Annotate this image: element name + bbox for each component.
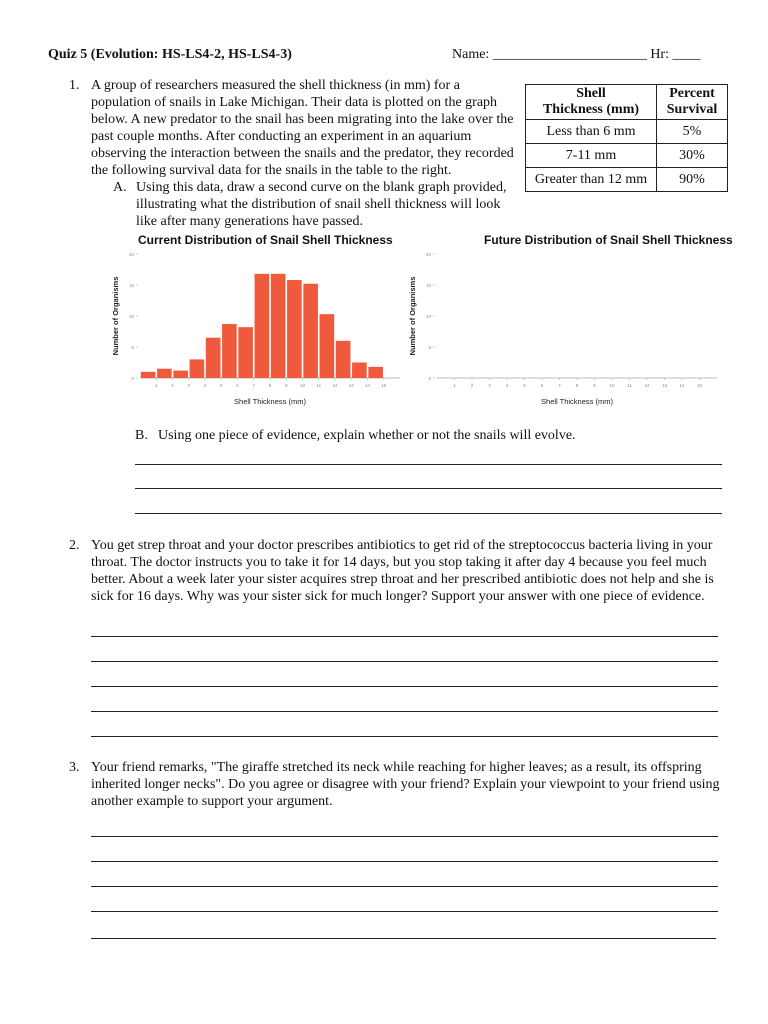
q2-text: [91, 537, 731, 605]
bar: [271, 274, 286, 378]
x-tick-label: 5: [523, 383, 526, 388]
x-tick-label: 6: [540, 383, 544, 388]
header-line: Survival: [666, 102, 718, 117]
header-line: Shell: [576, 86, 606, 101]
header-line: Thickness (mm): [542, 102, 640, 117]
x-axis-label: Shell Thickness (mm): [541, 397, 613, 406]
bar: [303, 284, 318, 378]
answer-line[interactable]: [135, 464, 722, 465]
bar: [206, 338, 221, 378]
table-cell: 7-11 mm: [526, 144, 657, 168]
bar: [368, 367, 383, 378]
q1a-line: like after many generations have passed.: [136, 214, 364, 229]
x-tick-label: 10: [299, 383, 306, 388]
q2-line: sick for 16 days. Why was your sister sick for much longer? Support your answer with one piece of evidence.: [91, 589, 705, 604]
y-tick-label: 20: [425, 252, 431, 257]
q1a-line: illustrating what the distribution of snail shell thickness will look: [136, 197, 501, 212]
bar: [255, 274, 270, 378]
x-tick-label: 5: [219, 383, 223, 388]
bar: [141, 372, 156, 378]
bar: [336, 341, 351, 378]
header-shell-thickness: [526, 85, 657, 120]
q2-line: throat. The doctor instructs you to take it for 14 days, but you stop taking it after day 4 because you feel much: [91, 555, 707, 570]
y-tick-label: 15: [128, 283, 134, 288]
answer-line[interactable]: [91, 661, 718, 662]
table-cell: 30%: [657, 144, 728, 168]
x-tick-label: 15: [696, 383, 703, 388]
future-distribution-chart[interactable]: [405, 250, 723, 410]
table-cell: Greater than 12 mm: [526, 168, 657, 192]
chart-current-title: Current Distribution of Snail Shell Thickness: [138, 233, 393, 247]
answer-line[interactable]: [91, 711, 718, 712]
table-row: [526, 120, 728, 144]
q1-line: below. A new predator to the snail has been migrating into the lake over the: [91, 112, 514, 127]
x-tick-label: 12: [332, 383, 338, 388]
y-tick-label: 0: [428, 376, 431, 381]
q1b-label: B.: [135, 428, 148, 443]
x-tick-label: 1: [154, 383, 158, 388]
y-tick-label: 10: [425, 314, 431, 319]
q1-line: population of snails in Lake Michigan. Their data is plotted on the graph: [91, 95, 498, 110]
q1-line: past couple months. After conducting an experiment in an aquarium: [91, 129, 472, 144]
x-tick-label: 1: [453, 383, 456, 388]
x-tick-label: 8: [268, 383, 272, 388]
x-tick-label: 10: [609, 383, 615, 388]
x-tick-label: 13: [661, 383, 668, 388]
table-cell: 90%: [657, 168, 728, 192]
table-cell: Less than 6 mm: [526, 120, 657, 144]
q3-text: [91, 759, 731, 810]
x-tick-label: 4: [203, 383, 207, 388]
q1a-line: Using this data, draw a second curve on the blank graph provided,: [136, 180, 507, 195]
y-axis-label: Number of Organisms: [111, 276, 120, 356]
q1-line: A group of researchers measured the shell thickness (in mm) for a: [91, 78, 460, 93]
x-tick-label: 12: [644, 383, 650, 388]
answer-line[interactable]: [91, 938, 716, 939]
q2-number: 2.: [69, 538, 80, 553]
answer-line[interactable]: [135, 488, 722, 489]
y-tick-label: 20: [128, 252, 134, 257]
x-tick-label: 6: [236, 383, 239, 388]
header-percent-survival: [657, 85, 728, 120]
q3-line: inherited longer necks". Do you agree or disagree with your friend? Explain your viewpoint to your friend using: [91, 777, 720, 792]
answer-line[interactable]: [91, 636, 718, 637]
q2-line: better. About a week later your sister acquires strep throat and her prescribed antibiotic does not help and she is: [91, 572, 714, 587]
bar: [173, 371, 188, 378]
bar: [287, 280, 302, 378]
current-distribution-chart: [110, 250, 410, 410]
q3-line: another example to support your argument.: [91, 794, 333, 809]
bar: [157, 369, 172, 378]
chart-future-title: Future Distribution of Snail Shell Thickness: [484, 233, 733, 247]
bar: [190, 359, 205, 378]
q1-text: [91, 77, 521, 179]
q1a-label: A.: [113, 180, 127, 195]
x-tick-label: 15: [381, 383, 387, 388]
answer-line[interactable]: [91, 911, 718, 912]
q3-line: Your friend remarks, "The giraffe stretched its neck while reaching for higher leaves; as a result, its offspring: [91, 760, 702, 775]
x-tick-label: 13: [348, 383, 354, 388]
y-tick-label: 5: [428, 345, 431, 350]
q1a-text: [136, 179, 516, 230]
header-line: Percent: [669, 86, 715, 101]
bar: [352, 363, 367, 379]
q1-number: 1.: [69, 78, 80, 93]
x-tick-label: 11: [627, 383, 632, 388]
x-tick-label: 7: [252, 383, 256, 388]
answer-line[interactable]: [91, 836, 718, 837]
name-hour-field[interactable]: Name: ______________________ Hr: ____: [452, 47, 701, 62]
x-axis-label: Shell Thickness (mm): [234, 397, 306, 406]
q2-line: You get strep throat and your doctor prescribes antibiotics to get rid of the streptococcus bacteria living in your: [91, 538, 713, 553]
answer-line[interactable]: [91, 861, 718, 862]
x-tick-label: 9: [284, 383, 288, 388]
x-tick-label: 3: [488, 383, 491, 388]
table-row: [526, 144, 728, 168]
x-tick-label: 3: [187, 383, 191, 388]
x-tick-label: 8: [575, 383, 579, 388]
quiz-title: Quiz 5 (Evolution: HS-LS4-2, HS-LS4-3): [48, 47, 292, 62]
x-tick-label: 2: [470, 383, 474, 388]
table-row: [526, 168, 728, 192]
bar: [222, 324, 237, 378]
survival-table: [525, 84, 728, 192]
y-axis-label: Number of Organisms: [408, 276, 417, 356]
q3-number: 3.: [69, 760, 80, 775]
x-tick-label: 11: [316, 383, 322, 388]
answer-line[interactable]: [91, 686, 718, 687]
bar: [238, 327, 253, 378]
y-tick-label: 0: [131, 376, 134, 381]
y-tick-label: 5: [131, 345, 134, 350]
q1b-text: Using one piece of evidence, explain whether or not the snails will evolve.: [158, 428, 576, 443]
bar: [320, 314, 335, 378]
x-tick-label: 2: [171, 383, 174, 388]
x-tick-label: 7: [558, 383, 561, 388]
answer-line[interactable]: [91, 886, 718, 887]
y-tick-label: 15: [425, 283, 431, 288]
answer-line[interactable]: [91, 736, 718, 737]
y-tick-label: 10: [128, 314, 134, 319]
table-cell: 5%: [657, 120, 728, 144]
x-tick-label: 14: [364, 383, 371, 388]
q1-line: the following survival data for the snails in the table to the right.: [91, 163, 452, 178]
x-tick-label: 9: [593, 383, 596, 388]
table-header-row: [526, 85, 728, 120]
x-tick-label: 4: [505, 383, 509, 388]
q1-line: observing the interaction between the snails and the predator, they recorded: [91, 146, 514, 161]
x-tick-label: 14: [679, 383, 685, 388]
answer-line[interactable]: [135, 513, 722, 514]
